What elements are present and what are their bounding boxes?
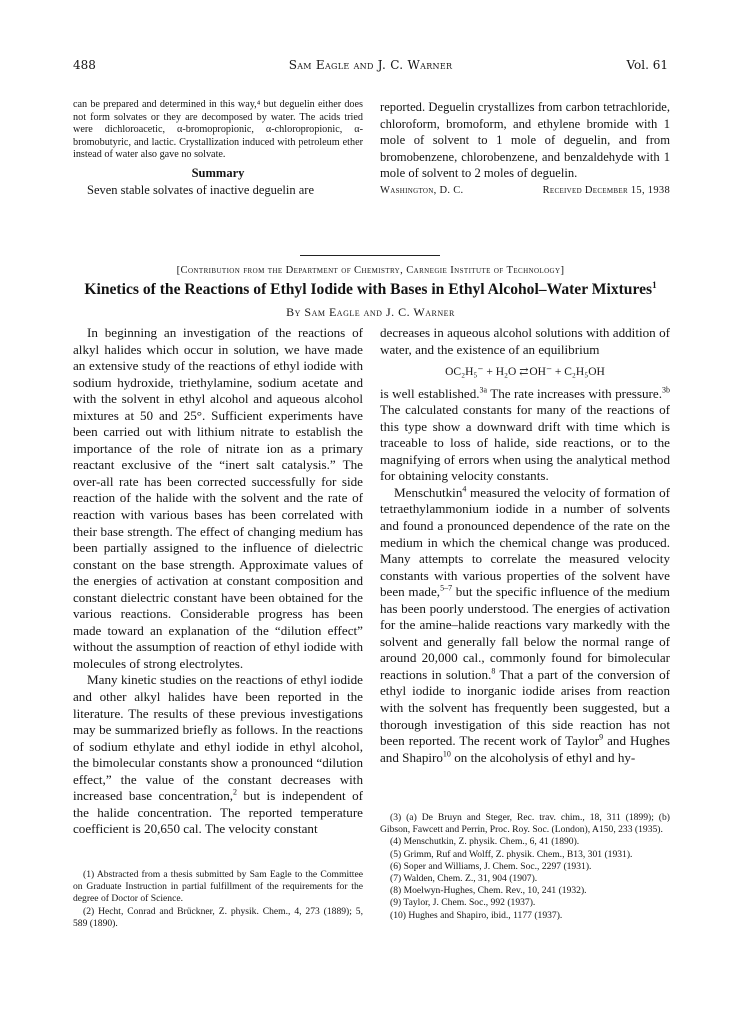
paragraph: decreases in aqueous alcohol solutions with addition of water, and the existence of an equilibrium <box>380 325 670 357</box>
running-title: Sam Eagle and J. C. Warner <box>288 58 453 72</box>
signature-place: Washington, D. C. <box>380 184 464 196</box>
title-footnote-ref: 1 <box>652 279 657 290</box>
previous-article-text: can be prepared and determined in this way,⁴ but deguelin either does not form solvates or they are decomposed by water. The acids tried were dichloroacetic, α-bromopropionic, α-chloropropionic, α-bromobutyric, and lactic. Crystallization induced with petroleum ether instead of water also gave no solvate. <box>73 99 363 161</box>
previous-article-right-column <box>380 99 670 196</box>
footnote-ref: 3a <box>479 385 488 395</box>
footnote: (5) Grimm, Ruf and Wolff, Z. physik. Chem., B13, 301 (1931). <box>390 848 633 860</box>
footnotes-left <box>73 869 363 930</box>
footnote: (2) Hecht, Conrad and Brückner, Z. physik. Chem., 4, 273 (1889); 5, 589 (1890). <box>73 905 363 929</box>
contribution-line: [Contribution from the Department of Chemistry, Carnegie Institute of Technology] <box>176 265 565 276</box>
article-title <box>64 281 677 299</box>
equilibrium-equation: OC₂H₅⁻ + H₂O ⇄ OH⁻ + C₂H₅OH <box>445 366 605 379</box>
footnote-ref: 2 <box>233 787 238 797</box>
footnote-ref: 10 <box>442 749 451 759</box>
equilibrium-arrows-icon: ⇄ <box>519 366 527 379</box>
footnote: (4) Menschutkin, Z. physik. Chem., 6, 41 (1890). <box>390 836 580 848</box>
paragraph: In beginning an investigation of the reactions of alkyl halides which occur in solution, we have made an extensive study of the reactions of ethyl iodide with sodium hydroxide, triethylamine, sodium acetate and with the solvent in ethyl alcohol and aqueous alcohol mixtures at 50 and 25°. Sufficient experiments have been carried out with lithium nitrate to establish the importance of the role of nitrate ion as a primary reactant exclusive of the “inert salt catalysis.” The over-all rate has been corrected successfully for side reaction of the halide with the solvent and the rate of reaction with various bases has been correlated with their base strength. The effect of changing medium has been partially assigned to the influence of dielectric constant on the base strength. Approximate values of the energies of activation at constant composition and constant dielectric constant have been obtained for the various reactions. Considerable progress has been made toward an explanation of the “dilution effect” without the assumption of reaction of ethyl iodide with molecules of strong electrolytes. <box>73 325 363 671</box>
footnote: (1) Abstracted from a thesis submitted by Sam Eagle to the Committee on Graduate Instruction in partial fulfillment of the requirements for the degree of Doctor of Science. <box>73 869 363 905</box>
footnote-ref: 3b <box>662 385 670 395</box>
footnote: (6) Soper and Williams, J. Chem. Soc., 2297 (1931). <box>390 860 592 872</box>
signature-line <box>380 185 670 196</box>
paragraph: is well established.$^{3a}$ The rate increases with pressure.$^{3b}$ The calculated constants for many of the reactions of this type show a downward drift with time which is traceable to loss of halide, side reactions, or to the magnifying of errors when using the analytical method for obtaining velocity constants. <box>380 385 670 484</box>
footnote-ref: 8 <box>491 666 496 676</box>
main-left-column <box>73 325 363 838</box>
footnote: (9) Taylor, J. Chem. Soc., 992 (1937). <box>390 897 536 909</box>
paragraph: Menschutkin$^4$ measured the velocity of formation of tetraethylammonium iodide in a number of solvents and found a pronounced dependence of the rate on the medium in which the chemical change was produced. Many attempts to correlate the measured velocity constants with various properties of the solvent have been made,$^{5-7}$ but the specific influence of the medium has been poorly understood. The energies of activation for the amine–halide reactions vary markedly with the solvent and generally fall below the normal range of around 20,000 cal., commonly found for bimolecular reactions in solution.$^8$ That a part of the conversion of ethyl iodide to inorganic iodide arises from reaction with the solvent has frequently been suggested, but a thorough investigation of this side reaction has not been reported. The recent work of Taylor$^9$ and Hughes and Shapiro$^{10}$ on the alcoholysis of ethyl and hy- <box>380 484 670 765</box>
footnote-ref: 4 <box>462 484 467 494</box>
previous-article-left-column <box>73 99 363 198</box>
paragraph: Many kinetic studies on the reactions of ethyl iodide and other alkyl halides have been reported in the literature. The results of these previous investigations may be summarized briefly as follows. In the reactions of sodium ethylate and ethyl iodide in ethyl alcohol, the bimolecular constants show a pronounced “dilution effect,” the value of the constant decreases with increased base concentration,$^2$ but is independent of the halide concentration. The reported temperature coefficient is 20,650 cal. The velocity constant <box>73 672 363 837</box>
footnotes-right <box>380 812 670 922</box>
signature-received: Received December 15, 1938 <box>542 184 670 196</box>
volume-label: Vol. 61 <box>626 58 668 72</box>
article-title-text: Kinetics of the Reactions of Ethyl Iodide with Bases in Ethyl Alcohol–Water Mixtures <box>84 281 653 298</box>
summary-continued: reported. Deguelin crystallizes from carbon tetrachloride, chloroform, bromoform, and ethylene bromide with 1 mole of solvent to 1 mole of deguelin, and from bromobenzene, chlorobenzene, and benzaldehyde with 1 mole of solvent to 2 moles of deguelin. <box>380 100 670 180</box>
footnote: (8) Moelwyn-Hughes, Chem. Rev., 10, 241 (1932). <box>390 885 587 897</box>
page-number: 488 <box>73 58 96 72</box>
footnote: (7) Walden, Chem. Z., 31, 904 (1907). <box>390 873 538 885</box>
summary-heading: Summary <box>191 165 245 180</box>
summary-text: Seven stable solvates of inactive deguelin are <box>87 182 315 197</box>
main-right-column <box>380 325 670 766</box>
footnote: (3) (a) De Bruyn and Steger, Rec. trav. chim., 18, 311 (1899); (b) Gibson, Fawcett and Perrin, Proc. Roy. Soc. (London), A150, 233 (1935). <box>380 812 670 836</box>
section-divider <box>300 255 440 256</box>
running-header <box>73 58 668 74</box>
footnote-ref: 9 <box>599 732 604 742</box>
byline: By Sam Eagle and J. C. Warner <box>286 305 455 319</box>
footnote: (10) Hughes and Shapiro, ibid., 1177 (1937). <box>390 909 563 921</box>
footnote-ref: 5–7 <box>440 583 453 593</box>
